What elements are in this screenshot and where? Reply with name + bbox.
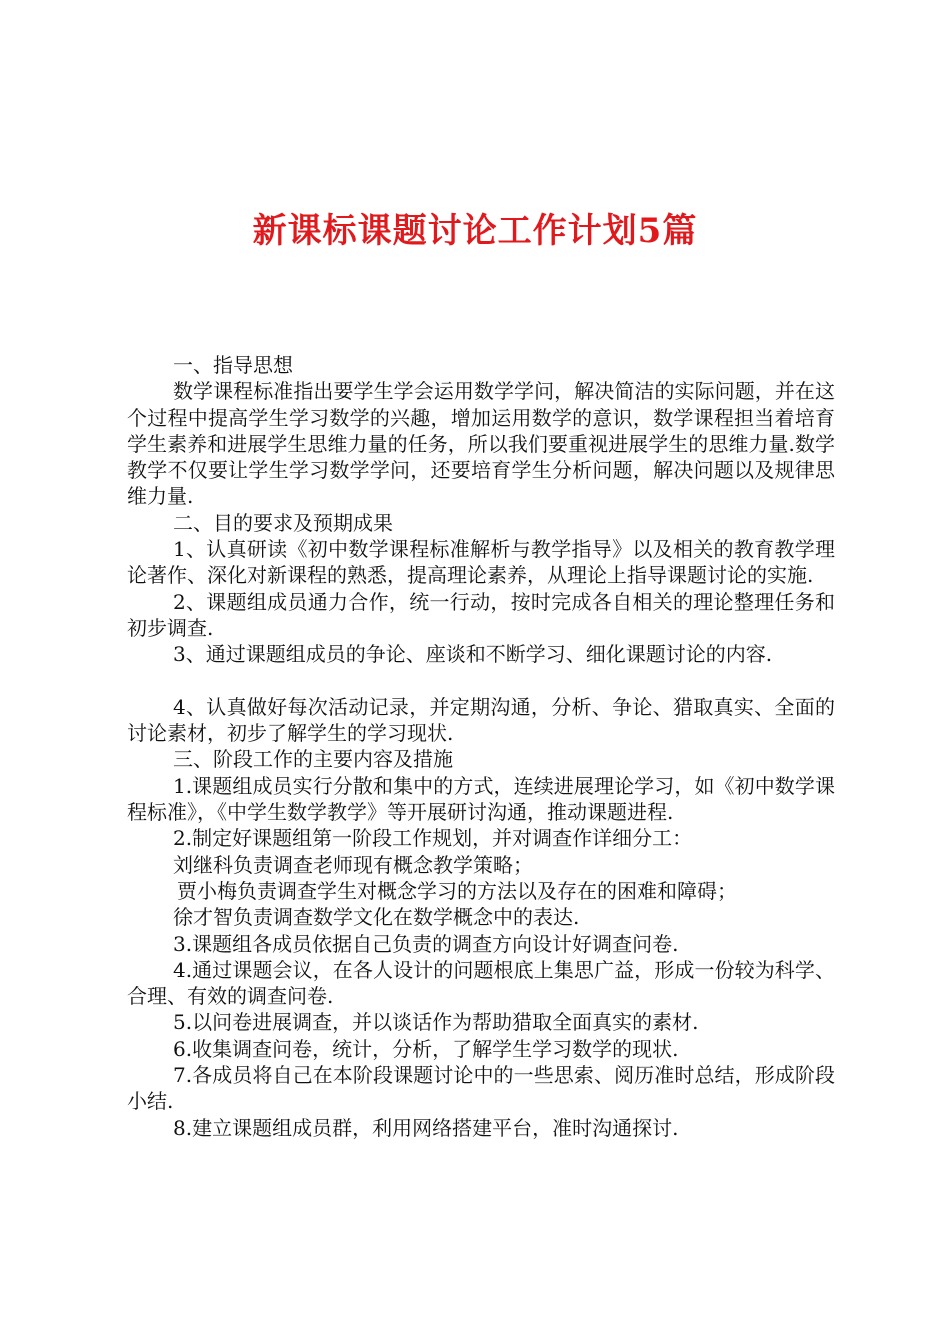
paragraph: 1、认真研读《初中数学课程标准解析与教学指导》以及相关的教育教学理论著作、深化对新课程的熟悉，提高理论素养，从理论上指导课题讨论的实施. <box>127 537 835 588</box>
document-title: 新课标课题讨论工作计划5篇 <box>252 211 698 251</box>
paragraph: 6.收集调查问卷，统计，分析，了解学生学习数学的现状. <box>173 1036 679 1061</box>
paragraph: 5.以问卷进展调查，并以谈话作为帮助猎取全面真实的素材. <box>173 1010 699 1035</box>
heading-goals: 二、目的要求及预期成果 <box>173 510 393 535</box>
assignment-item: 贾小梅负责调查学生对概念学习的方法以及存在的困难和障碍； <box>177 878 737 903</box>
paragraph: 2、课题组成员通力合作，统一行动，按时完成各自相关的理论整理任务和初步调查. <box>127 589 835 640</box>
paragraph: 8.建立课题组成员群，利用网络搭建平台，准时沟通探讨. <box>173 1115 679 1140</box>
heading-stage-work: 三、阶段工作的主要内容及措施 <box>173 747 453 772</box>
paragraph: 4.通过课题会议，在各人设计的问题根底上集思广益，形成一份较为科学、合理、有效的调查问卷. <box>127 957 835 1009</box>
paragraph: 4、认真做好每次活动记录，并定期沟通，分析、争论、猎取真实、全面的讨论素材，初步了解学生的学习现状. <box>127 694 835 746</box>
paragraph: 7.各成员将自己在本阶段课题讨论中的一些思索、阅历准时总结，形成阶段小结. <box>127 1063 835 1114</box>
paragraph: 2.制定好课题组第一阶段工作规划，并对调查作详细分工： <box>173 826 693 851</box>
assignment-item: 刘继科负责调查老师现有概念教学策略； <box>173 852 533 877</box>
heading-guiding-ideology: 一、指导思想 <box>173 353 293 377</box>
paragraph: 3.课题组各成员依据自己负责的调查方向设计好调查问卷. <box>173 931 679 956</box>
paragraph: 数学课程标准指出要学生学会运用数学学问，解决简洁的实际问题，并在这个过程中提高学生学习数学的兴趣，增加运用数学的意识，数学课程担当着培育学生素养和进展学生思维力量的任务，所以我们要重视进展学生的思维力量.数学教学不仅要让学生学习数学学问，还要培育学生分析问题，解决问题以及规律思维力量. <box>127 379 835 509</box>
assignment-item: 徐才智负责调查数学文化在数学概念中的表达. <box>173 905 580 930</box>
document-body <box>127 352 835 1141</box>
paragraph: 1.课题组成员实行分散和集中的方式，连续进展理论学习，如《初中数学课程标准》，《中学生数学教学》等开展研讨沟通，推动课题进程. <box>127 773 835 825</box>
paragraph: 3、通过课题组成员的争论、座谈和不断学习、细化课题讨论的内容. <box>173 642 773 667</box>
